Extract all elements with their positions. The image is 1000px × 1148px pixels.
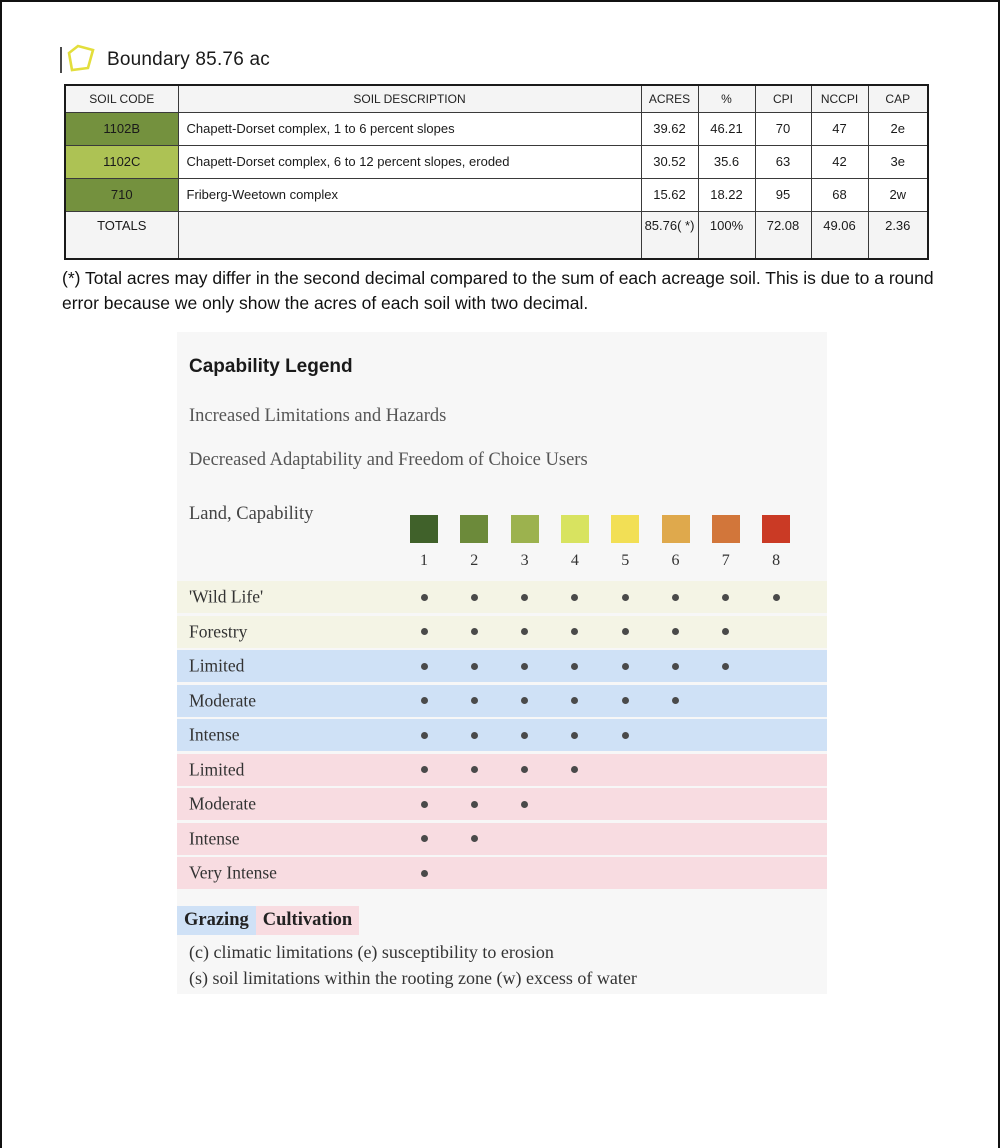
pct-cell: 35.6 [698, 145, 755, 178]
boundary-title: Boundary 85.76 ac [107, 49, 270, 70]
capability-dot [421, 766, 428, 773]
cap-cell: 2w [868, 178, 928, 211]
column-header: % [698, 85, 755, 112]
nccpi-cell: 42 [811, 145, 868, 178]
capability-dot [471, 594, 478, 601]
legend-row-label: Very Intense [189, 862, 277, 883]
capability-dot [471, 732, 478, 739]
totals-cap-cell: 2.36 [868, 211, 928, 259]
column-header: SOIL DESCRIPTION [178, 85, 641, 112]
soil-table [64, 84, 929, 260]
totals-row [65, 211, 928, 259]
capability-dot [672, 628, 679, 635]
capability-class-swatch [662, 515, 690, 543]
capability-dot [571, 663, 578, 670]
capability-dot [421, 594, 428, 601]
capability-dot [521, 801, 528, 808]
capability-class-number: 2 [470, 552, 479, 569]
soil-description-cell: Chapett-Dorset complex, 6 to 12 percent slopes, eroded [178, 145, 641, 178]
capability-dot [672, 663, 679, 670]
capability-class-swatch [460, 515, 488, 543]
capability-class-swatch [410, 515, 438, 543]
capability-matrix [177, 581, 827, 892]
table-row [65, 145, 928, 178]
totals-cpi-cell: 72.08 [755, 211, 811, 259]
legend-row-label: Intense [189, 828, 240, 848]
column-header: CAP [868, 85, 928, 112]
legend-row-label: Moderate [189, 690, 257, 710]
capability-dot [622, 663, 629, 670]
capability-dot [622, 697, 629, 704]
capability-dot [521, 766, 528, 773]
capability-class-number: 1 [420, 552, 428, 569]
legend-row [177, 616, 827, 648]
capability-dot [571, 628, 578, 635]
cap-cell: 2e [868, 112, 928, 145]
capability-dot [521, 594, 528, 601]
legend-row [177, 685, 827, 717]
soil-table-body [65, 112, 928, 259]
capability-dot [722, 663, 729, 670]
cpi-cell: 70 [755, 112, 811, 145]
cpi-cell: 63 [755, 145, 811, 178]
legend-row-label: Limited [189, 655, 245, 676]
legend-row [177, 754, 827, 786]
totals-label-cell: TOTALS [65, 211, 178, 259]
capability-dot [571, 697, 578, 704]
acres-cell: 15.62 [641, 178, 698, 211]
capability-class-number: 6 [671, 552, 680, 569]
soil-code-cell: 710 [65, 178, 178, 211]
nccpi-cell: 68 [811, 178, 868, 211]
acres-cell: 30.52 [641, 145, 698, 178]
legend-row [177, 581, 827, 613]
soil-code-cell: 1102B [65, 112, 178, 145]
capability-class-swatch [511, 515, 539, 543]
capability-legend-panel [177, 332, 827, 994]
legend-footnote-1: (c) climatic limitations (e) susceptibility to erosion [189, 942, 554, 962]
land-capability-label: Land, Capability [189, 504, 314, 524]
capability-class-number: 7 [721, 552, 730, 569]
capability-dot [421, 835, 428, 842]
capability-dot [421, 663, 428, 670]
capability-dot [622, 628, 629, 635]
legend-title: Capability Legend [189, 356, 353, 377]
legend-footnote-2: (s) soil limitations within the rooting zone (w) excess of water [189, 968, 637, 988]
table-footnote: (*) Total acres may differ in the second decimal compared to the sum of each acreage soil. This is due to a round error because we only show the acres of each soil with two decimal. [62, 268, 934, 313]
capability-dot [622, 594, 629, 601]
totals-nccpi-cell: 49.06 [811, 211, 868, 259]
legend-row [177, 788, 827, 820]
legend-row [177, 650, 827, 682]
capability-class-number: 4 [570, 552, 579, 569]
cpi-cell: 95 [755, 178, 811, 211]
legend-row-label: Forestry [189, 621, 248, 641]
capability-class-number: 5 [621, 552, 630, 569]
legend-row-label: Intense [189, 724, 240, 745]
capability-dot [622, 732, 629, 739]
legend-subtitle-adaptability: Decreased Adaptability and Freedom of Choice Users [189, 450, 588, 470]
capability-dot [722, 628, 729, 635]
capability-dot [421, 801, 428, 808]
capability-class-number: 3 [520, 552, 529, 569]
capability-class-swatch [611, 515, 639, 543]
group-tags [177, 906, 359, 935]
acres-cell: 39.62 [641, 112, 698, 145]
legend-subtitle-limitations: Increased Limitations and Hazards [189, 406, 447, 426]
legend-row [177, 719, 827, 751]
capability-dot [722, 594, 729, 601]
capability-class-swatch [712, 515, 740, 543]
capability-dot [521, 697, 528, 704]
nccpi-cell: 47 [811, 112, 868, 145]
legend-row [177, 857, 827, 889]
legend-row-label: Limited [189, 759, 245, 779]
column-header: ACRES [641, 85, 698, 112]
capability-dot [471, 766, 478, 773]
boundary-layer-item[interactable] [60, 44, 270, 76]
soil-description-cell: Chapett-Dorset complex, 1 to 6 percent slopes [178, 112, 641, 145]
capability-dot [471, 663, 478, 670]
capability-dot [672, 697, 679, 704]
soil-code-cell: 1102C [65, 145, 178, 178]
table-row [65, 112, 928, 145]
capability-class-swatch [561, 515, 589, 543]
capability-dot [521, 663, 528, 670]
totals-description-cell [178, 211, 641, 259]
table-row [65, 178, 928, 211]
text-cursor [60, 47, 62, 73]
capability-dot [521, 732, 528, 739]
soil-table-container [64, 84, 929, 260]
pct-cell: 46.21 [698, 112, 755, 145]
totals-acres-cell: 85.76( *) [641, 211, 698, 259]
legend-row-label: 'Wild Life' [189, 586, 264, 607]
capability-dot [571, 732, 578, 739]
soil-description-cell: Friberg-Weetown complex [178, 178, 641, 211]
capability-dot [421, 628, 428, 635]
capability-dot [421, 870, 428, 877]
legend-row-label: Moderate [189, 793, 257, 814]
capability-dot [672, 594, 679, 601]
capability-dot [471, 835, 478, 842]
legend-row [177, 823, 827, 855]
capability-dot [571, 766, 578, 773]
column-header: NCCPI [811, 85, 868, 112]
capability-dot [773, 594, 780, 601]
capability-class-swatch [762, 515, 790, 543]
capability-dot [471, 697, 478, 704]
capability-dot [471, 628, 478, 635]
boundary-polygon-icon [67, 43, 97, 78]
pct-cell: 18.22 [698, 178, 755, 211]
capability-class-number: 8 [772, 552, 781, 569]
capability-dot [421, 732, 428, 739]
cap-cell: 3e [868, 145, 928, 178]
capability-dot [421, 697, 428, 704]
soil-table-header [65, 85, 928, 112]
column-header: SOIL CODE [65, 85, 178, 112]
group-tag-grazing: Grazing [177, 906, 256, 935]
capability-dot [571, 594, 578, 601]
capability-dot [521, 628, 528, 635]
totals-pct-cell: 100% [698, 211, 755, 259]
column-header: CPI [755, 85, 811, 112]
capability-dot [471, 801, 478, 808]
group-tag-cultivation: Cultivation [256, 906, 359, 935]
